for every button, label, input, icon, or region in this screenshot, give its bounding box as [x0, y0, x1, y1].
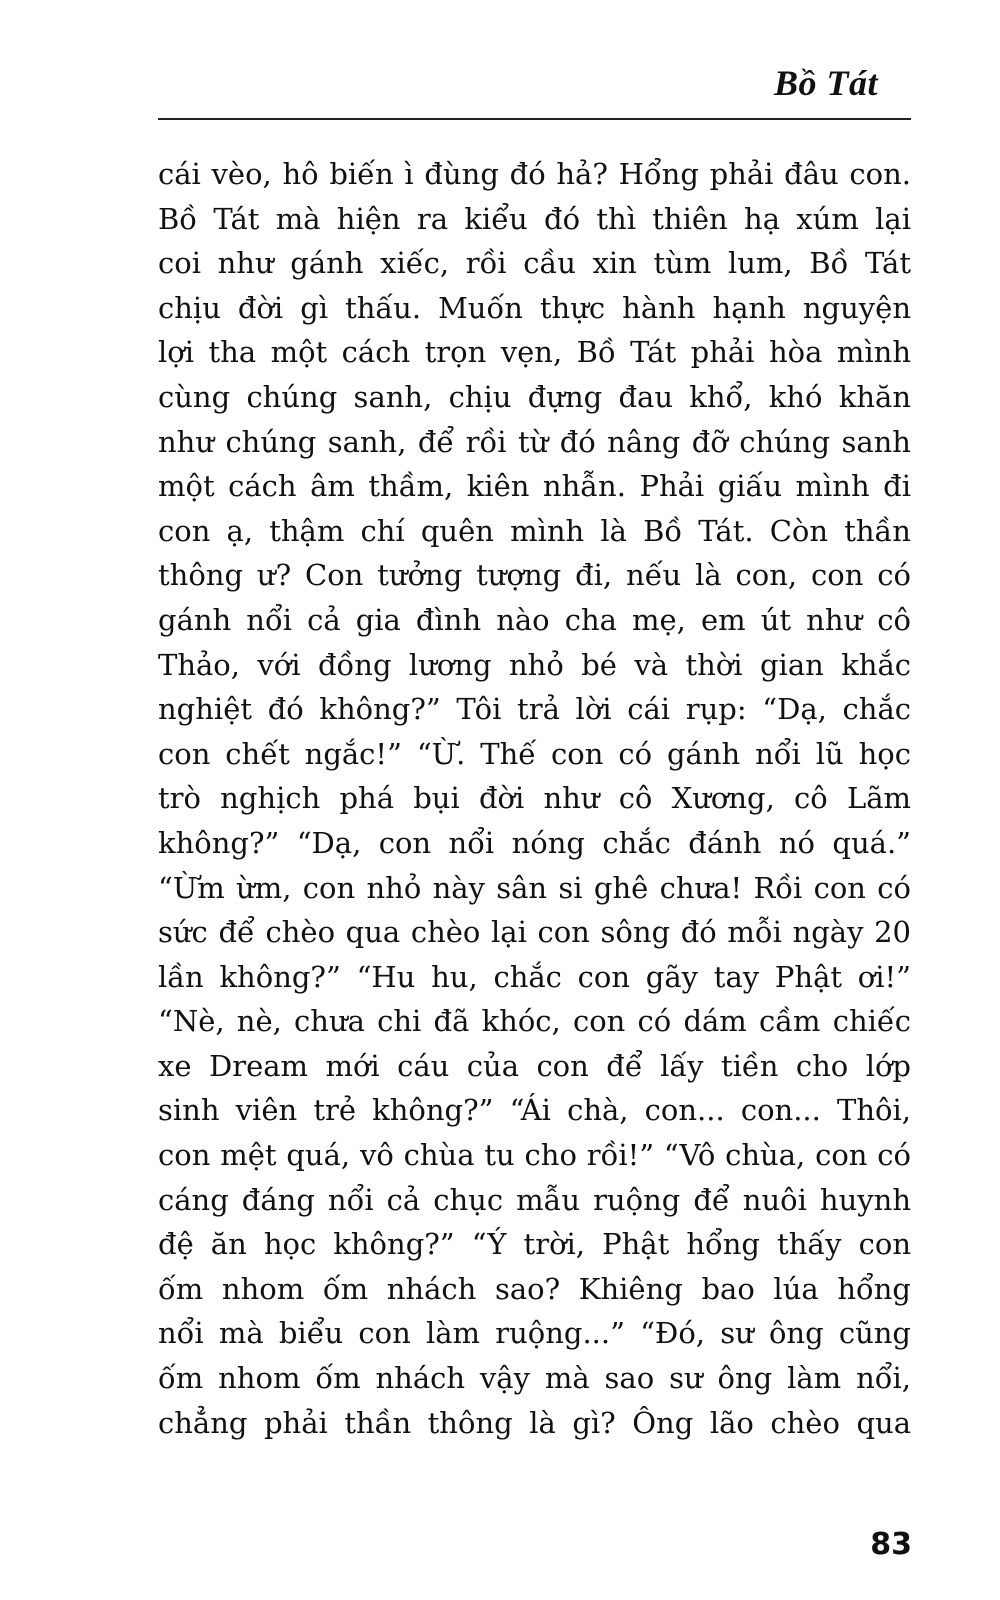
body-text [158, 152, 911, 1445]
text-line: như chúng sanh, để rồi từ đó nâng đỡ chúng sanh [158, 424, 911, 459]
text-line: cái vèo, hô biến ì đùng đó hả? Hổng phải đâu con. [158, 157, 911, 191]
text-line: con chết ngắc!” “Ừ. Thế con có gánh nổi lũ học [158, 736, 911, 771]
page-number: 83 [870, 1527, 912, 1562]
text-line: chịu đời gì thấu. Muốn thực hành hạnh nguyện [158, 290, 911, 325]
text-line: “Nè, nè, chưa chi đã khóc, con có dám cầm chiếc [158, 1004, 911, 1039]
text-line: con ạ, thậm chí quên mình là Bồ Tát. Còn thần [158, 513, 911, 548]
text-line: sức để chèo qua chèo lại con sông đó mỗi ngày 20 [158, 915, 911, 950]
text-line: cáng đáng nổi cả chục mẫu ruộng để nuôi huynh [158, 1182, 911, 1217]
text-line: chẳng phải thần thông là gì? Ông lão chèo qua [158, 1405, 911, 1440]
text-line: không?” “Dạ, con nổi nóng chắc đánh nó quá.” [158, 825, 911, 860]
text-line: đệ ăn học không?” “Ý trời, Phật hổng thấy con [158, 1227, 911, 1262]
header-rule [158, 118, 911, 120]
text-line: thông ư? Con tưởng tượng đi, nếu là con, con có [158, 558, 911, 593]
running-head-title: Bồ Tát [773, 63, 878, 103]
text-line: sinh viên trẻ không?” “Ái chà, con... con... Thôi, [158, 1093, 911, 1128]
text-line: xe Dream mới cáu của con để lấy tiền cho lớp [158, 1048, 911, 1083]
text-line: nghiệt đó không?” Tôi trả lời cái rụp: “Dạ, chắc [158, 692, 911, 727]
text-line: lần không?” “Hu hu, chắc con gãy tay Phật ơi!” [158, 959, 911, 994]
text-line: gánh nổi cả gia đình nào cha mẹ, em út như cô [158, 602, 911, 637]
text-line: ốm nhom ốm nhách sao? Khiêng bao lúa hổng [158, 1271, 911, 1306]
text-line: con mệt quá, vô chùa tu cho rồi!” “Vô chùa, con có [158, 1138, 911, 1173]
text-line: trò nghịch phá bụi đời như cô Xương, cô Lãm [158, 781, 911, 816]
text-line: ốm nhom ốm nhách vậy mà sao sư ông làm nổi, [158, 1361, 911, 1396]
text-line: Thảo, với đồng lương nhỏ bé và thời gian khắc [158, 647, 911, 682]
text-line: coi như gánh xiếc, rồi cầu xin tùm lum, Bồ Tát [158, 246, 911, 281]
text-line: “Ừm ừm, con nhỏ này sân si ghê chưa! Rồi con có [158, 870, 911, 905]
text-line: lợi tha một cách trọn vẹn, Bồ Tát phải hòa mình [158, 335, 911, 370]
text-line: nổi mà biểu con làm ruộng...” “Đó, sư ông cũng [158, 1316, 911, 1351]
text-line: một cách âm thầm, kiên nhẫn. Phải giấu mình đi [158, 469, 911, 504]
text-line: Bồ Tát mà hiện ra kiểu đó thì thiên hạ xúm lại [158, 201, 911, 236]
text-line: cùng chúng sanh, chịu đựng đau khổ, khó khăn [158, 379, 911, 414]
